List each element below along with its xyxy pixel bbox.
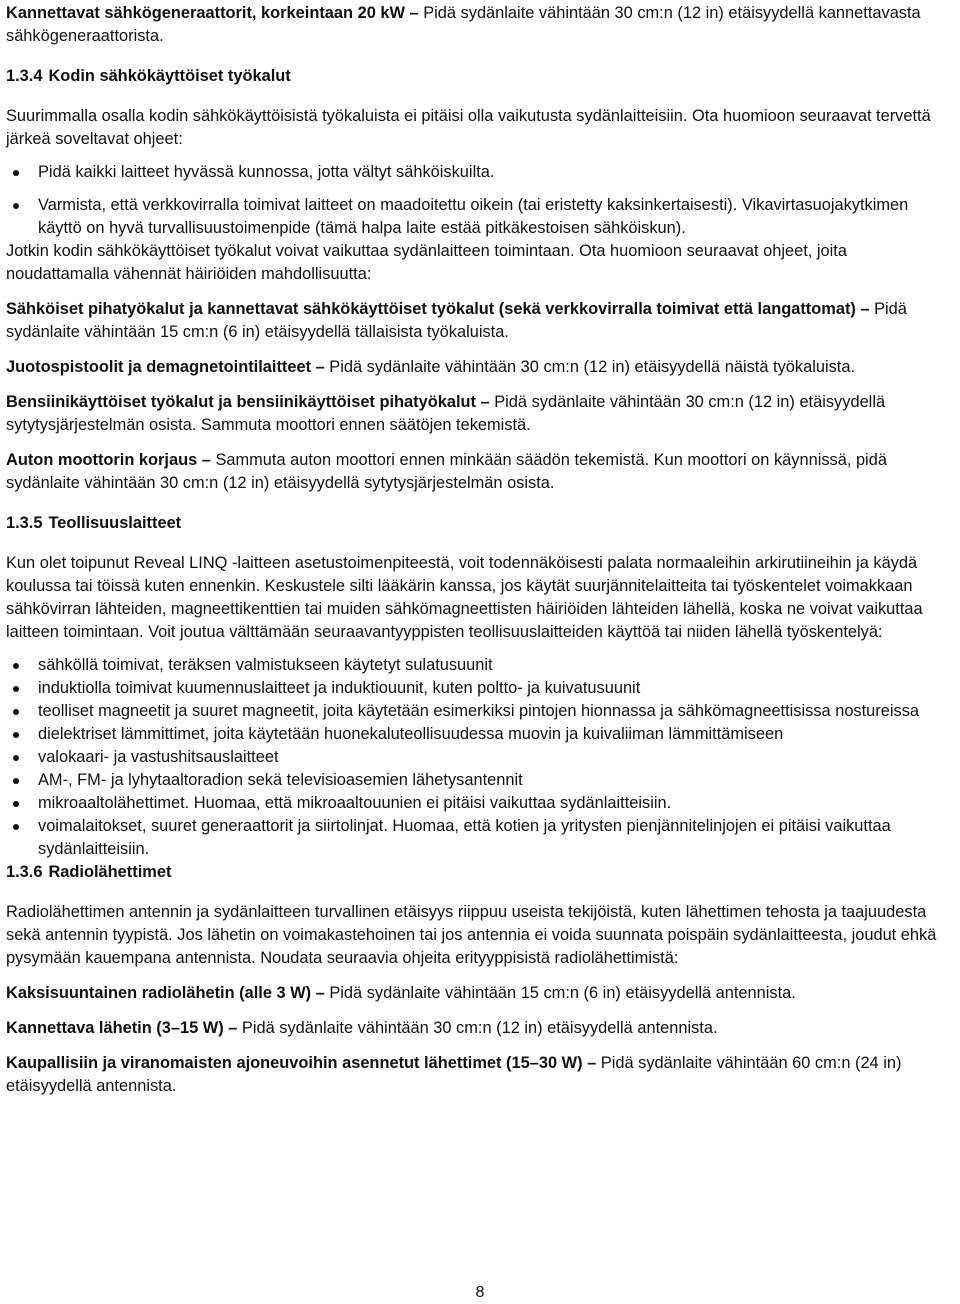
paragraph: Suurimmalla osalla kodin sähkökäyttöisistä työkaluista ei pitäisi olla vaikutusta sydänlaitteisiin. Ota huomioon seuraavat tervettä järkeä soveltavat ohjeet:: [6, 107, 931, 148]
item-text: Pidä sydänlaite vähintään 30 cm:n (12 in) etäisyydellä antennista.: [237, 1019, 718, 1037]
item-bold: Kaupallisiin ja viranomaisten ajoneuvoihin asennetut lähettimet (15–30 W) –: [6, 1054, 597, 1072]
item-paragraph: [6, 298, 954, 344]
list-item: voimalaitokset, suuret generaattorit ja siirtolinjat. Huomaa, että kotien ja yritysten pienjännitelinjojen ei pitäisi vaikuttaa sydänlaitteisiin.: [6, 815, 954, 861]
item-paragraph: [6, 1052, 954, 1098]
item-text: Pidä sydänlaite vähintään 15 cm:n (6 in) etäisyydellä tällaisista työkaluista.: [6, 300, 907, 341]
section-title: Teollisuuslaitteet: [48, 514, 182, 532]
item-text: Pidä sydänlaite vähintään 30 cm:n (12 in) etäisyydellä sytytysjärjestelmän osista. Sammuta moottori ennen säätöjen tekemistä.: [6, 393, 886, 434]
paragraph: Jotkin kodin sähkökäyttöiset työkalut voivat vaikuttaa sydänlaitteen toimintaan. Ota huomioon seuraavat ohjeet, joita noudattamalla vähennät häiriöiden mahdollisuutta:: [6, 242, 847, 283]
item-bold: Juotospistoolit ja demagnetointilaitteet –: [6, 358, 325, 376]
list-item: sähköllä toimivat, teräksen valmistukseen käytetyt sulatusuunit: [6, 654, 954, 677]
item-paragraph: [6, 449, 954, 495]
bullet-list: [6, 161, 954, 240]
item-paragraph: [6, 1017, 954, 1040]
bullet-list: [6, 654, 954, 861]
heading-1-3-4: [6, 65, 954, 88]
paragraph: Kun olet toipunut Reveal LINQ -laitteen asetustoimenpiteestä, voit todennäköisesti palata normaaleihin arkirutiineihin ja käydä koulussa tai töissä kuten ennenkin. Keskustele silti lääkärin kanssa, jos käytät suurjännitelaitteita tai työskentelet voimakkaan sähkövirran lähteiden, magneettikenttien tai muiden sähkömagneettisten häiriöiden lähteiden lähellä, koska ne voivat vaikuttaa laitteen toimintaan. Voit joutua välttämään seuraavantyyppisten teollisuuslaitteiden käyttöä tai niiden lähellä työskentelyä:: [6, 554, 923, 641]
list-item: induktiolla toimivat kuumennuslaitteet ja induktiouunit, kuten poltto- ja kuivatusuunit: [6, 677, 954, 700]
section-number: 1.3.4: [6, 67, 43, 85]
item-text: Pidä sydänlaite vähintään 60 cm:n (24 in) etäisyydellä antennista.: [6, 1054, 902, 1095]
intro-paragraph: [6, 2, 954, 48]
item-paragraph: [6, 391, 954, 437]
item-text: Pidä sydänlaite vähintään 30 cm:n (12 in) etäisyydellä näistä työkaluista.: [324, 358, 856, 376]
item-bold: Auton moottorin korjaus –: [6, 451, 211, 469]
page-number: 8: [475, 1284, 485, 1301]
heading-1-3-6: [6, 861, 954, 884]
list-item: Pidä kaikki laitteet hyvässä kunnossa, jotta vältyt sähköiskuilta.: [6, 161, 954, 184]
intro-text: Pidä sydänlaite vähintään 30 cm:n (12 in) etäisyydellä kannettavasta sähkögeneraattorista.: [6, 4, 921, 45]
section-number: 1.3.5: [6, 514, 43, 532]
list-item: teolliset magneetit ja suuret magneetit, joita käytetään esimerkiksi pintojen hionnassa ja sähkömagneettisissa nostureissa: [6, 700, 954, 723]
document-page: [6, 2, 954, 1098]
section-title: Radiolähettimet: [48, 863, 172, 881]
section-number: 1.3.6: [6, 863, 43, 881]
heading-1-3-5: [6, 512, 954, 535]
list-item: AM-, FM- ja lyhytaaltoradion sekä televisioasemien lähetysantennit: [6, 769, 954, 792]
item-bold: Kaksisuuntainen radiolähetin (alle 3 W) –: [6, 984, 325, 1002]
item-bold: Sähköiset pihatyökalut ja kannettavat sähkökäyttöiset työkalut (sekä verkkovirralla toimivat että langattomat) –: [6, 300, 870, 318]
list-item: valokaari- ja vastushitsauslaitteet: [6, 746, 954, 769]
paragraph: Radiolähettimen antennin ja sydänlaitteen turvallinen etäisyys riippuu useista tekijöistä, kuten lähettimen tehosta ja taajuudesta sekä antennin tyypistä. Jos lähetin on voimakastehoinen tai jos antennia ei voida suunnata poispäin sydänlaitteesta, joudut ehkä pysymään kauempana antennista. Noudata seuraavia ohjeita erityyppisistä radiolähettimistä:: [6, 903, 937, 967]
section-title: Kodin sähkökäyttöiset työkalut: [48, 67, 291, 85]
intro-bold: Kannettavat sähkögeneraattorit, korkeintaan 20 kW –: [6, 4, 419, 22]
item-paragraph: [6, 356, 954, 379]
item-bold: Bensiinikäyttöiset työkalut ja bensiinikäyttöiset pihatyökalut –: [6, 393, 490, 411]
item-bold: Kannettava lähetin (3–15 W) –: [6, 1019, 238, 1037]
list-item: dielektriset lämmittimet, joita käytetään huonekaluteollisuudessa muovin ja kuivaliiman lämmittämiseen: [6, 723, 954, 746]
item-paragraph: [6, 982, 954, 1005]
item-text: Sammuta auton moottori ennen minkään säädön tekemistä. Kun moottori on käynnissä, pidä sydänlaite vähintään 30 cm:n (12 in) etäisyydellä sytytysjärjestelmän osista.: [6, 451, 887, 492]
list-item: mikroaaltolähettimet. Huomaa, että mikroaaltouunien ei pitäisi vaikuttaa sydänlaitteisiin.: [6, 792, 954, 815]
list-item: Varmista, että verkkovirralla toimivat laitteet on maadoitettu oikein (tai eristetty kaksinkertaisesti). Vikavirtasuojakytkimen käyttö on hyvä turvallisuustoimenpide (tämä halpa laite estää pitkäkestoisen sähköiskun).: [6, 194, 954, 240]
item-text: Pidä sydänlaite vähintään 15 cm:n (6 in) etäisyydellä antennista.: [324, 984, 796, 1002]
